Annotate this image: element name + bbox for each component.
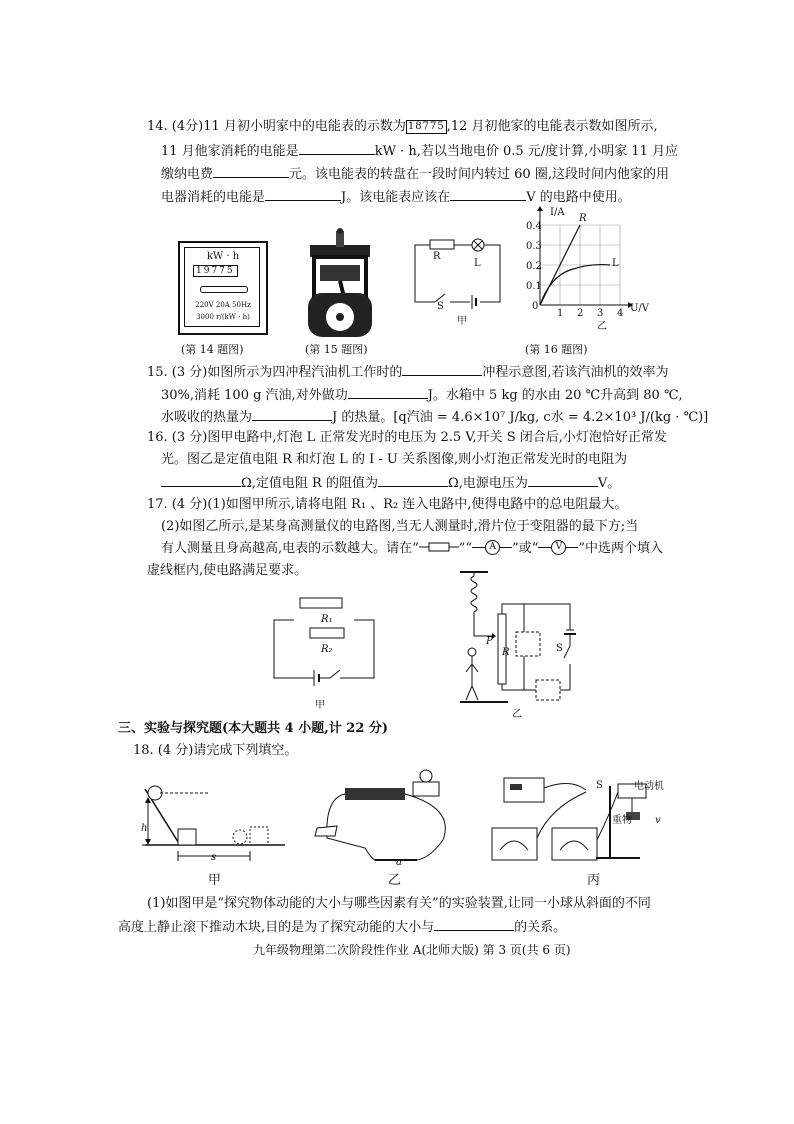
slider-p-label: P xyxy=(486,636,493,647)
wire-a-label: a xyxy=(396,857,402,868)
caption-14: (第 14 题图) xyxy=(181,343,244,356)
answer-blank[interactable] xyxy=(299,141,375,155)
q14-line2 xyxy=(161,141,678,161)
graph-xtick: 3 xyxy=(597,308,604,319)
graph-ytick: 0.3 xyxy=(526,241,542,252)
q14-text: V 的电路中使用。 xyxy=(526,190,631,205)
q16-line3 xyxy=(161,473,620,493)
graph-r-label: R xyxy=(579,213,587,224)
caption-15: (第 15 题图) xyxy=(305,343,368,356)
graph-xtick: 4 xyxy=(617,308,624,319)
q17-line2: (2)如图乙所示,是某身高测量仪的电路图,当无人测量时,滑片位于变阻器的最下方;当 xyxy=(161,519,639,534)
engine-figure xyxy=(300,225,380,340)
q14-text: 14. (4分)11 月初小明家中的电能表的示数为 xyxy=(147,119,406,134)
q15-text: 冲程示意图,若该汽油机的效率为 xyxy=(482,365,669,380)
fig17a-caption: 甲 xyxy=(315,700,325,711)
resistance-wire-setup xyxy=(305,768,455,868)
weight-label: 重物 xyxy=(612,815,632,826)
switch-s-label: S xyxy=(556,643,563,654)
q14-text: 缴纳电费 xyxy=(161,167,214,182)
distance-s-label: s xyxy=(211,852,217,863)
q17-text: ”中选两个填入 xyxy=(578,541,664,556)
q16-line2: 光。图乙是定值电阻 R 和灯泡 L 的 I - U 关系图像,则小灯泡正常发光时的电阻为 xyxy=(161,452,628,467)
q14-line3 xyxy=(161,164,669,184)
answer-blank[interactable] xyxy=(252,407,332,421)
r2-label: R₂ xyxy=(321,644,333,655)
circuit16-r-label: R xyxy=(433,251,441,262)
graph-xlabel: U/V xyxy=(630,303,650,314)
ammeter-letter: A xyxy=(485,540,500,555)
meter-digits: 19775 xyxy=(193,265,238,277)
q17-text: ”“ xyxy=(458,541,473,556)
answer-blank[interactable] xyxy=(348,385,428,399)
meter-rev: 3000 r/(kW · h) xyxy=(196,313,250,321)
answer-blank[interactable] xyxy=(450,187,526,201)
graph-l-label: L xyxy=(612,258,619,269)
q15-text: 15. (3 分)如图所示为四冲程汽油机工作时的 xyxy=(147,365,403,380)
q18-text: 的关系。 xyxy=(514,920,567,935)
meter-disc xyxy=(200,286,248,293)
ammeter-symbol xyxy=(472,540,512,554)
switch-s-label-18: S xyxy=(596,780,603,791)
meter-spec: 220V 20A 50Hz xyxy=(195,301,251,309)
q14-text: 电器消耗的电能是 xyxy=(161,190,266,205)
graph-xtick: 2 xyxy=(577,308,584,319)
circuit16-caption: 甲 xyxy=(457,316,467,327)
q16-text: V。 xyxy=(597,476,621,491)
fig17b-caption: 乙 xyxy=(512,709,522,720)
q14-text: J。该电能表应该在 xyxy=(341,190,451,205)
fig18-yi-caption: 乙 xyxy=(388,873,402,888)
circuit16-s-label: S xyxy=(437,301,444,312)
electric-meter-figure xyxy=(178,241,268,335)
q16-line1: 16. (3 分)图甲电路中,灯泡 L 正常发光时的电压为 2.5 V,开关 S 闭合后,小灯泡恰好正常发 xyxy=(147,430,667,445)
motor-label: 电动机 xyxy=(634,781,664,792)
graph-ylabel: I/A xyxy=(550,207,565,218)
meter-unit: kW · h xyxy=(206,251,240,262)
q14-text: 元。该电能表的转盘在一段时间内转过 60 圈,这段时间内他家的用 xyxy=(289,167,669,182)
answer-blank[interactable] xyxy=(528,473,598,487)
section-heading: 三、实验与探究题(本大题共 4 小题,计 22 分) xyxy=(118,721,389,736)
q15-text: J 的热量。[q汽油 = 4.6×10⁷ J/kg, c水 = 4.2×10³ J/(kg · ℃)] xyxy=(332,410,709,425)
q15-line2 xyxy=(161,385,683,405)
q18-line1: 18. (4 分)请完成下列填空。 xyxy=(133,743,298,758)
q15-text: J。水箱中 5 kg 的水由 20 ℃升高到 80 ℃, xyxy=(427,388,683,403)
q15-line3 xyxy=(161,407,708,427)
graph-xtick: 1 xyxy=(557,308,564,319)
q18-para2 xyxy=(118,917,566,937)
rheostat-r-label: R xyxy=(502,647,510,658)
fig18-jia-caption: 甲 xyxy=(208,873,222,888)
graph-caption: 乙 xyxy=(597,321,607,332)
fig18-bing-caption: 丙 xyxy=(587,873,601,888)
q15-text: 水吸收的热量为 xyxy=(161,410,253,425)
q17-text: 有人测量且身高越高,电表的示数越大。请在“ xyxy=(161,541,419,556)
graph-ytick: 0.1 xyxy=(526,281,542,292)
q17-line1: 17. (4 分)(1)如图甲所示,请将电阻 R₁ 、R₂ 连入电路中,使得电路中的总电阻最大。 xyxy=(147,497,628,512)
q14-text: 11 月他家消耗的电能是 xyxy=(161,144,299,159)
q17-line3 xyxy=(161,540,663,558)
answer-blank[interactable] xyxy=(213,164,289,178)
page-footer: 九年级物理第二次阶段性作业 A(北师大版) 第 3 页(共 6 页) xyxy=(253,943,571,957)
q15-text: 30%,消耗 100 g 汽油,对外做功 xyxy=(161,388,348,403)
q15-line1 xyxy=(147,362,669,382)
voltmeter-letter: V xyxy=(551,540,566,555)
q16-text: Ω,电源电压为 xyxy=(447,476,528,491)
answer-blank[interactable] xyxy=(265,187,341,201)
height-meter-circuit xyxy=(458,568,588,708)
answer-blank[interactable] xyxy=(161,473,241,487)
r1-label: R₁ xyxy=(321,614,333,625)
q17-text: ”或“ xyxy=(512,541,539,556)
graph-ytick: 0.4 xyxy=(526,221,542,232)
q14-text: ,12 月初他家的电能表示数如图所示, xyxy=(446,119,658,134)
graph-ytick: 0.2 xyxy=(526,261,542,272)
resistor-symbol xyxy=(419,540,459,554)
q18-para1: (1)如图甲是“探究物体动能的大小与哪些因素有关”的实验装置,让同一小球从斜面的不同 xyxy=(147,896,651,911)
q14-line1 xyxy=(147,118,658,136)
answer-blank[interactable] xyxy=(434,917,514,931)
q18-text: 高度上静止滚下推动木块,目的是为了探究动能的大小与 xyxy=(118,920,435,935)
velocity-v-label: v xyxy=(655,815,661,826)
graph-ytick: 0 xyxy=(532,301,539,312)
caption-16: (第 16 题图) xyxy=(525,343,588,356)
circuit-16-jia xyxy=(410,237,510,317)
q17-line4: 虚线框内,使电路满足要求。 xyxy=(147,563,308,578)
height-h-label: h xyxy=(141,823,148,834)
answer-blank[interactable] xyxy=(402,362,482,376)
meter-reading-box: 18775 xyxy=(407,121,445,132)
circuit16-l-label: L xyxy=(474,258,481,269)
q14-text: kW · h,若以当地电价 0.5 元/度计算,小明家 11 月应 xyxy=(374,144,679,159)
answer-blank[interactable] xyxy=(378,473,448,487)
voltmeter-symbol xyxy=(538,540,578,554)
q16-text: Ω,定值电阻 R 的阻值为 xyxy=(241,476,378,491)
